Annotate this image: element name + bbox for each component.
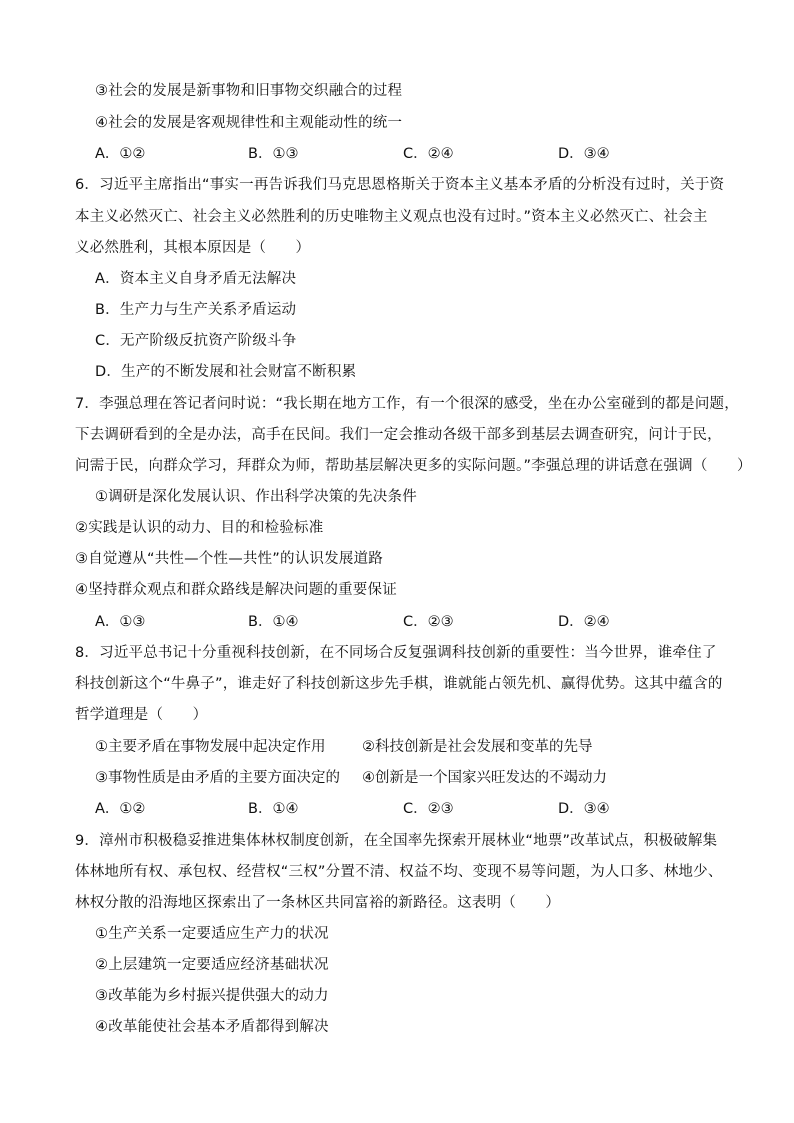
q5-statement-3: ③社会的发展是新事物和旧事物交织融合的过程 — [95, 83, 403, 99]
q6-stem-line-2: 本主义必然灭亡、社会主义必然胜利的历史唯物主义观点也没有过时。”资本主义必然灭亡、社会主 — [75, 209, 708, 225]
q7-option-b[interactable]: B．①④ — [248, 614, 299, 630]
q5-option-d[interactable]: D．③④ — [558, 146, 610, 162]
q9-statement-4: ④改革能使社会基本矛盾都得到解决 — [95, 1019, 329, 1035]
q7-option-a[interactable]: A．①③ — [95, 614, 146, 630]
q7-stem-line-3: 问需于民，向群众学习，拜群众为师，帮助基层解决更多的实际问题。”李强总理的讲话意在强调（ ） — [75, 458, 752, 474]
q7-statement-4: ④坚持群众观点和群众路线是解决问题的重要保证 — [75, 582, 397, 598]
q7-stem-line-1: 7．李强总理在答记者问时说：“我长期在地方工作，有一个很深的感受，坐在办公室碰到的都是问题， — [75, 396, 739, 412]
q8-statement-1: ①主要矛盾在事物发展中起决定作用 — [95, 739, 326, 755]
q6-option-c[interactable]: C．无产阶级反抗资产阶级斗争 — [95, 333, 297, 349]
q9-stem-line-1: 9．漳州市积极稳妥推进集体林权制度创新，在全国率先探索开展林业“地票”改革试点，积极破解集 — [75, 833, 718, 849]
q7-option-c[interactable]: C．②③ — [403, 614, 454, 630]
q6-option-a[interactable]: A．资本主义自身矛盾无法解决 — [95, 271, 297, 287]
q8-stem-line-3: 哲学道理是（ ） — [75, 707, 208, 723]
q8-option-a[interactable]: A．①② — [95, 801, 146, 817]
q7-statement-1: ①调研是深化发展认识、作出科学决策的先决条件 — [95, 489, 417, 505]
q5-statement-4: ④社会的发展是客观规律性和主观能动性的统一 — [95, 115, 403, 131]
q8-option-d[interactable]: D．③④ — [558, 801, 610, 817]
q7-option-d[interactable]: D．②④ — [558, 614, 610, 630]
q5-option-c[interactable]: C．②④ — [403, 146, 454, 162]
q8-stem-line-1: 8．习近平总书记十分重视科技创新，在不同场合反复强调科技创新的重要性：当今世界，谁牵住了 — [75, 645, 717, 661]
q7-stem-line-2: 下去调研看到的全是办法，高手在民间。我们一定会推动各级干部多到基层去调查研究，问计于民， — [75, 427, 722, 443]
q5-option-a[interactable]: A．①② — [95, 146, 146, 162]
q9-stem-line-3: 林权分散的沿海地区探索出了一条林区共同富裕的新路径。这表明（ ） — [75, 895, 561, 911]
q6-stem-line-3: 义必然胜利，其根本原因是（ ） — [75, 240, 311, 256]
q6-option-d[interactable]: D．生产的不断发展和社会财富不断积累 — [95, 364, 357, 380]
q8-option-c[interactable]: C．②③ — [403, 801, 454, 817]
q9-statement-3: ③改革能为乡村振兴提供强大的动力 — [95, 988, 329, 1004]
q8-statement-2: ②科技创新是社会发展和变革的先导 — [362, 739, 593, 755]
q6-option-b[interactable]: B．生产力与生产关系矛盾运动 — [95, 302, 297, 318]
q9-statement-2: ②上层建筑一定要适应经济基础状况 — [95, 957, 329, 973]
q7-statement-2: ②实践是认识的动力、目的和检验标准 — [75, 520, 324, 536]
q8-statement-3: ③事物性质是由矛盾的主要方面决定的 — [95, 770, 340, 786]
q7-statement-3: ③自觉遵从“共性—个性—共性”的认识发展道路 — [75, 551, 383, 567]
q5-option-b[interactable]: B．①③ — [248, 146, 299, 162]
q8-option-b[interactable]: B．①④ — [248, 801, 299, 817]
q6-stem-line-1: 6．习近平主席指出“事实一再告诉我们马克思恩格斯关于资本主义基本矛盾的分析没有过时，关于资 — [75, 177, 725, 193]
q8-statement-4: ④创新是一个国家兴旺发达的不竭动力 — [362, 770, 607, 786]
q9-stem-line-2: 体林地所有权、承包权、经营权“三权”分置不清、权益不均、变现不易等问题，为人口多、林地少、 — [75, 864, 723, 880]
q8-stem-line-2: 科技创新这个“牛鼻子”，谁走好了科技创新这步先手棋，谁就能占领先机、赢得优势。这其中蕴含的 — [75, 676, 723, 692]
q9-statement-1: ①生产关系一定要适应生产力的状况 — [95, 926, 329, 942]
